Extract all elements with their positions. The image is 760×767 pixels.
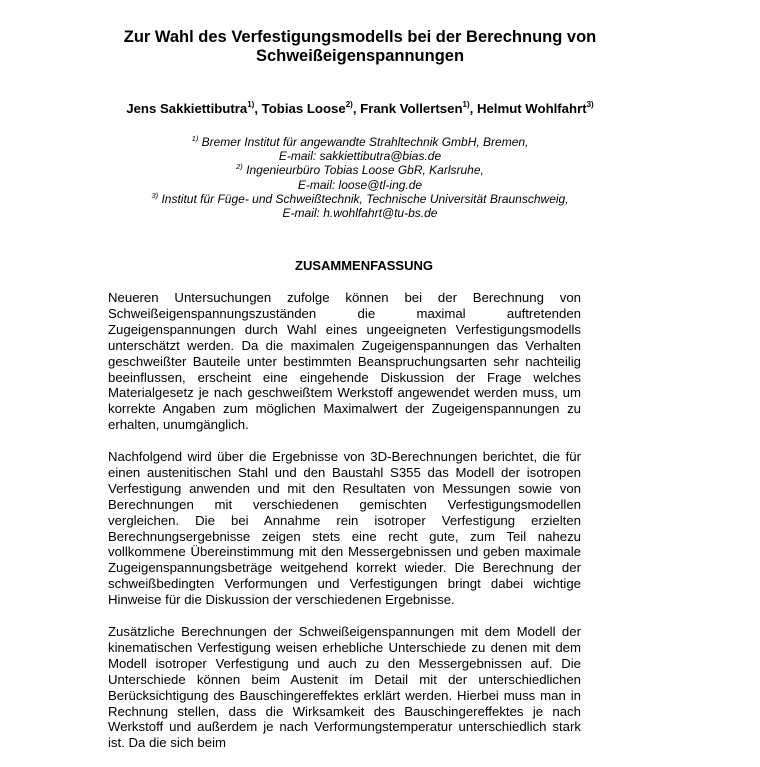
abstract-paragraph: Zusätzliche Berechnungen der Schweißeigenspannungen mit dem Modell der kinematischen Verfestigung weisen erhebliche Unterschiede zu denen mit dem Modell isotroper Verfestigung und auch zu den Messergebnissen auf. Die Unterschiede können beim Austenit im Detail mit der unterschiedlichen Berücksichtigung des Bauschingereffektes erklärt werden. Hierbei muss man in Rechnung stellen, dass die Wirksamkeit des Bauschingereffektes je nach Werkstoff und außerdem je nach Verformungstemperatur unterschiedlich stark ist. Da die sich beim [108,624,581,751]
author-separator: , [254,101,262,116]
affiliation-email: E-mail: h.wohlfahrt@tu-bs.de [282,206,438,221]
affiliation-mark: 1) [191,134,199,143]
affiliation-mark: 2) [236,162,243,172]
abstract-paragraph: Neueren Untersuchungen zufolge können bei der Berechnung von Schweißeigenspannungszuständen die maximal auftretenden Zugeigenspannungen durch Wahl eines ungeeigneten Verfestigungsmodells unterschätzt werden. Da die maximalen Zugeigenspannungen das Verhalten geschweißter Bauteile unter bestimmten Beanspruchungsarten sehr nachteilig beeinflussen, erscheint eine eingehende Diskussion der Frage welches Materialgesetz je nach geschweißtem Werkstoff angewendet werden muss, um korrekte Angaben zum möglichen Maximalwert der Zugeigenspannungen zu erhalten, unumgänglich. [108,290,581,433]
author-name: Frank Vollertsen [360,101,463,116]
affiliation-institution-text: Bremer Institut für angewandte Strahltechnik GmbH, Bremen, [201,135,529,149]
author-list [60,101,660,117]
affiliation-institution-text: Institut für Füge- und Schweißtechnik, Technische Universität Braunschweig, [161,191,569,206]
affiliation-email: E-mail: loose@tl-ing.de [297,177,423,192]
affiliation-email: E-mail: sakkiettibutra@bias.de [278,149,442,164]
author-name: Helmut Wohlfahrt [476,101,587,116]
affiliation-institution-text: Ingenieurbüro Tobias Loose GbR, Karlsruhe, [246,163,484,178]
title-line-1: Zur Wahl des Verfestigungsmodells bei der Berechnung von [123,28,597,46]
abstract-body [108,290,581,767]
author-affiliation-mark: 1) [462,100,470,109]
author-name: Tobias Loose [261,101,346,116]
affiliation-institution [60,163,660,177]
author-affiliation-mark: 3) [586,100,594,109]
title-line-2: Schweißeigenspannungen [255,47,465,65]
abstract-heading: ZUSAMMENFASSUNG [295,258,433,273]
author-affiliation-mark: 1) [247,100,255,109]
author-name: Jens Sakkiettibutra [126,101,248,116]
author-affiliation-mark: 2) [345,100,353,109]
author-separator: , [352,101,361,116]
affiliation-mark: 3) [151,190,159,200]
affiliation-institution [60,192,660,206]
affiliation-institution [60,135,660,149]
affiliation-list [60,135,660,220]
paper-title [60,28,660,66]
abstract-paragraph: Nachfolgend wird über die Ergebnisse von 3D-Berechnungen berichtet, die für einen austenitischen Stahl und den Baustahl S355 das Modell der isotropen Verfestigung anwenden und mit den Resultaten von Messungen sowie von Berechnungen mit verschiedenen gemischten Verfestigungsmodellen vergleichen. Die bei Annahme rein isotroper Verfestigung erzielten Berechnungsergebnisse zeigen stets eine recht gute, zum Teil nahezu vollkommene Übereinstimmung mit den Messergebnissen und geben maximale Zugeigenspannungsbeträge weitgehend korrekt wieder. Die Berechnung der schweißbedingten Verformungen und Verfestigungen bringt dabei wichtige Hinweise für die Diskussion der verschiedenen Ergebnisse. [108,449,581,608]
author-separator: , [469,101,477,116]
